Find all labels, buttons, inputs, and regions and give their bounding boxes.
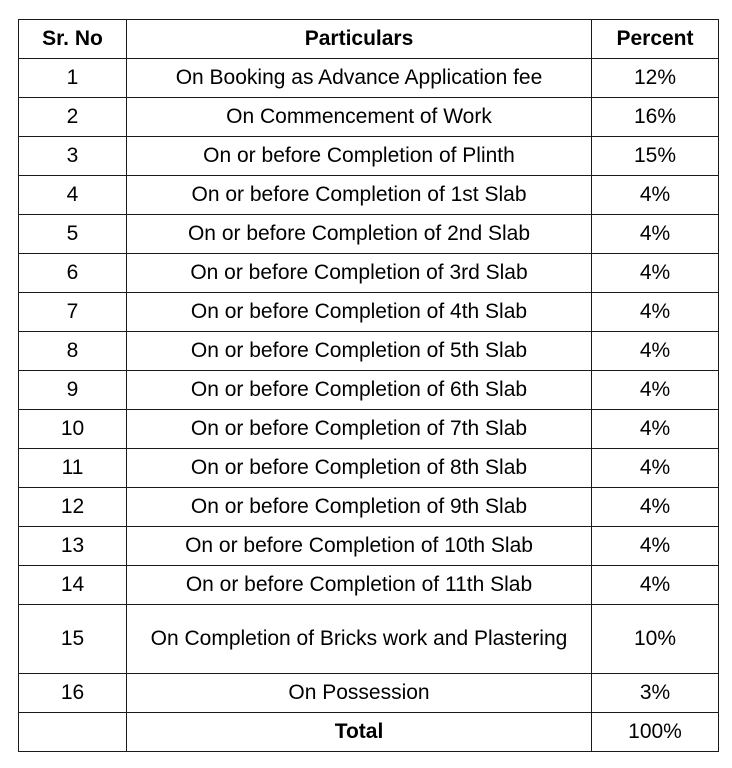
cell-sr-no: 11 xyxy=(19,449,127,488)
cell-particulars: On or before Completion of 9th Slab xyxy=(127,488,592,527)
cell-particulars: On or before Completion of 3rd Slab xyxy=(127,254,592,293)
cell-percent: 4% xyxy=(592,488,719,527)
cell-percent: 15% xyxy=(592,137,719,176)
table-row xyxy=(19,488,719,527)
cell-particulars: On or before Completion of 2nd Slab xyxy=(127,215,592,254)
cell-sr-no: 5 xyxy=(19,215,127,254)
cell-percent: 4% xyxy=(592,332,719,371)
cell-percent: 4% xyxy=(592,293,719,332)
table-row xyxy=(19,293,719,332)
total-empty-cell xyxy=(19,713,127,752)
cell-percent: 4% xyxy=(592,371,719,410)
cell-particulars: On or before Completion of 1st Slab xyxy=(127,176,592,215)
table-row xyxy=(19,137,719,176)
header-particulars: Particulars xyxy=(127,20,592,59)
cell-particulars: On Booking as Advance Application fee xyxy=(127,59,592,98)
cell-sr-no: 10 xyxy=(19,410,127,449)
total-label: Total xyxy=(127,713,592,752)
cell-percent: 16% xyxy=(592,98,719,137)
payment-schedule-table xyxy=(18,19,719,752)
cell-sr-no: 14 xyxy=(19,566,127,605)
header-row xyxy=(19,20,719,59)
cell-percent: 4% xyxy=(592,527,719,566)
cell-percent: 3% xyxy=(592,674,719,713)
cell-sr-no: 13 xyxy=(19,527,127,566)
cell-particulars: On or before Completion of Plinth xyxy=(127,137,592,176)
cell-sr-no: 16 xyxy=(19,674,127,713)
cell-percent: 12% xyxy=(592,59,719,98)
table-row xyxy=(19,527,719,566)
cell-percent: 4% xyxy=(592,566,719,605)
table-row xyxy=(19,566,719,605)
cell-particulars: On or before Completion of 11th Slab xyxy=(127,566,592,605)
cell-sr-no: 15 xyxy=(19,605,127,674)
header-sr-no: Sr. No xyxy=(19,20,127,59)
total-percent: 100% xyxy=(592,713,719,752)
cell-particulars: On Commencement of Work xyxy=(127,98,592,137)
table-row xyxy=(19,332,719,371)
cell-percent: 4% xyxy=(592,215,719,254)
cell-sr-no: 4 xyxy=(19,176,127,215)
cell-sr-no: 6 xyxy=(19,254,127,293)
cell-percent: 4% xyxy=(592,254,719,293)
cell-percent: 10% xyxy=(592,605,719,674)
cell-sr-no: 2 xyxy=(19,98,127,137)
table-row xyxy=(19,371,719,410)
cell-particulars: On or before Completion of 8th Slab xyxy=(127,449,592,488)
cell-particulars: On Completion of Bricks work and Plastering xyxy=(127,605,592,674)
cell-percent: 4% xyxy=(592,176,719,215)
cell-particulars: On or before Completion of 7th Slab xyxy=(127,410,592,449)
cell-particulars: On or before Completion of 6th Slab xyxy=(127,371,592,410)
cell-sr-no: 9 xyxy=(19,371,127,410)
table-row xyxy=(19,254,719,293)
cell-sr-no: 7 xyxy=(19,293,127,332)
table-row xyxy=(19,59,719,98)
cell-particulars: On or before Completion of 4th Slab xyxy=(127,293,592,332)
cell-sr-no: 8 xyxy=(19,332,127,371)
table-body xyxy=(19,59,719,713)
cell-sr-no: 12 xyxy=(19,488,127,527)
table-row xyxy=(19,215,719,254)
table-row xyxy=(19,98,719,137)
cell-particulars: On Possession xyxy=(127,674,592,713)
cell-sr-no: 3 xyxy=(19,137,127,176)
cell-percent: 4% xyxy=(592,449,719,488)
cell-particulars: On or before Completion of 5th Slab xyxy=(127,332,592,371)
cell-particulars: On or before Completion of 10th Slab xyxy=(127,527,592,566)
total-row xyxy=(19,713,719,752)
header-percent: Percent xyxy=(592,20,719,59)
table-row xyxy=(19,410,719,449)
cell-percent: 4% xyxy=(592,410,719,449)
table-row xyxy=(19,176,719,215)
table-row xyxy=(19,449,719,488)
table-row xyxy=(19,674,719,713)
table-row xyxy=(19,605,719,674)
cell-sr-no: 1 xyxy=(19,59,127,98)
